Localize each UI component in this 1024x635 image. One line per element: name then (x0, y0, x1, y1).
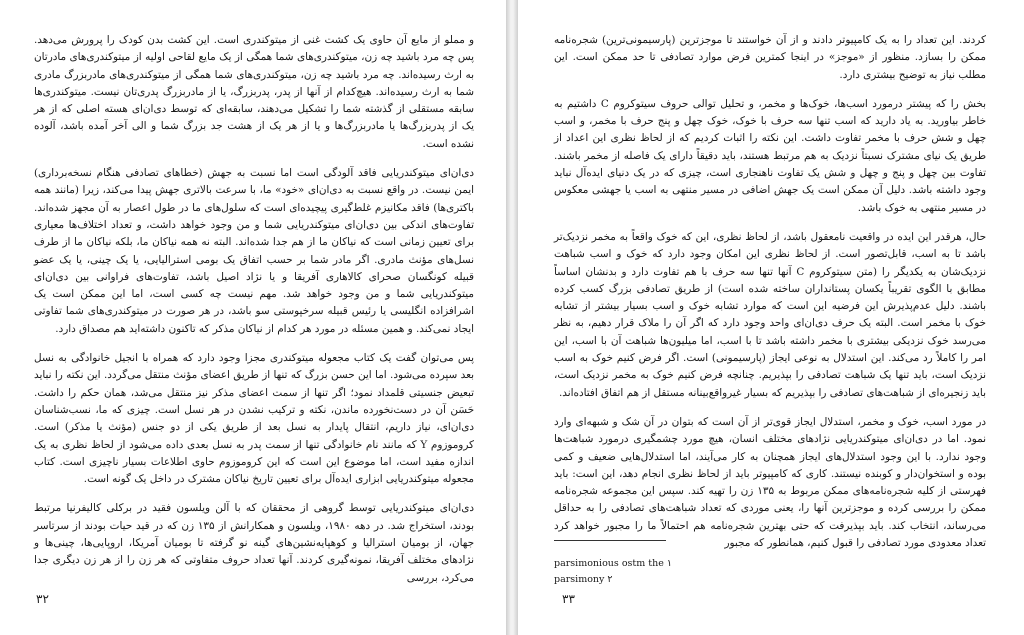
paragraph: پس می‌توان گفت یک کتاب مجعوله میتوکندری مجزا وجود دارد که همراه با انجیل خانوادگی به نسل بعد سپرده می‌شود. اما این حسن بزرگ که تنها از طریق اعضای مؤنث منتقل می‌گردد. این نکته را نباید تبعیض جنسیتی قلمداد نمود؛ اگر تنها از سمت اعضای مذکر نیز منتقل می‌شد، همان حکم را داشت. حَسَن آن در دست‌نخورده ماندن، نکته و ترکیب نشدن در هر نسل است. چیزی که ما، نسب‌شناسان دی‌ان‌ای، نیاز داریم، انتقال پایدار به نسل بعد از طریق یکی از دو جنس (مؤنث یا مذکر) است. کروموزوم Y که مانند نام خانوادگی تنها از سمت پدر به نسل بعدی داده می‌شود از لحاظ نظری به یک اندازه مفید است، اما موضوع این است که این کروموزوم حاوی اطلاعات بسیار ناچیزی است. کتاب مجعوله میتوکندریایی ابزاری ایده‌آل برای تعیین تاریخ نیاکان مشترک در داخل یک گونه است. (34, 352, 475, 486)
footnotes (554, 556, 734, 588)
footnote: parsimonious ostm the ۱ (554, 558, 672, 569)
paragraph: در مورد اسب، خوک و مخمر، استدلال ایجاز قوی‌تر از آن است که بتوان در آن شک و شبهه‌ای وارد نمود. اما در دی‌ان‌ای میتوکندریایی نژادهای مختلف انسان، هیچ مورد چشمگیری درمورد شباهت‌ها وجود ندارد. با این وجود استدلال‌های ایجاز همچنان به کار می‌آیند، اما استدلال‌هایی ضعیف و کمی بوده و استخوان‌دار و کوبنده نیستند. کاری که کامپیوتر باید از لحاظ نظری انجام دهد، این است: باید فهرستی از کلیه شجره‌نامه‌های ممکن مربوط به ۱۳۵ زن را تهیه کند. سپس این مجموعه شجره‌نامه ممکن را بررسی کرده و موجزترین آنها را، یعنی موردی که تعداد شباهت‌های تصادفی را به حداقل می‌رساند، انتخاب کند. باید بپذیرفت که حتی بهترین شجره‌نامه هم احتمالاً ما را مجبور خواهد کرد تعداد معدودی مورد تصادفی را قبول کنیم، همانطور که مجبور (554, 415, 987, 550)
right-body-text (554, 32, 986, 552)
page-number: ۳۳ (562, 592, 575, 606)
footnote-rule (554, 540, 666, 541)
book-gutter (506, 0, 518, 635)
paragraph: دی‌ان‌ای میتوکندریایی فاقد آلودگی است اما نسبت به جهش (خطاهای تصادفی هنگام نسخه‌برداری) ایمن نیست. در واقع نسبت به دی‌ان‌ای «خود» ما، با سرعت بالاتری جهش پیدا می‌کند، زیرا (مانند همه باکتری‌ها) فاقد مکانیزم غلط‌گیری پیچیده‌ای است که سلول‌های ما در طول اعصار به آن مجهز شده‌اند. تفاوت‌های اندکی بین دی‌ان‌ای میتوکندریایی شما و من وجود خواهد داشت، و تعداد اختلاف‌ها معیاری برای تعیین زمانی است که نیاکان ما از هم جدا شده‌اند. البته نه همه نیاکان ما، بلکه نیاکان ما از طرف نسل‌های مؤنث مادری. اگر مادر شما بر حسب اتفاق یک بومی استرالیایی، یا یک چینی، یا یک عضو قبیله کونگسان صحرای کالاهاری آفریقا و یا نژاد اصیل باشد، تفاوت‌های فراوانی بین دی‌ان‌ای میتوکندریایی شما و من وجود خواهد شد. مهم نیست چه کسی است، اما این ممکن است یک اشرافزاده انگلیسی یا رئیس قبیله سرخپوستی سو باشد، در هر صورت در میتوکندری‌های شما تفاوتی ایجاد نمی‌کند. و همین مسئله در مورد هر کدام از نیاکان مذکر که تاکنون داشته‌اید هم مصداق دارد. (34, 167, 474, 335)
paragraph: کردند. این تعداد را به یک کامپیوتر دادند و از آن خواستند تا موجزترین (پارسیمونی‌ترین) شجره‌نامه ممکن را بسازد. منظور از «موجز» در اینجا کمترین فرض موارد تصادفی تا حد ممکن است. این مطلب نیاز به توضیح بیشتری دارد. (554, 34, 986, 81)
right-page (518, 0, 1024, 635)
left-body-text (34, 32, 474, 587)
paragraph: بخش را که پیشتر درمورد اسب‌ها، خوک‌ها و مخمر، و تحلیل توالی حروف سیتوکروم C داشتیم به خاطر بیاورید. به یاد دارید که اسب تنها سه حرف با خوک، خوک چهل و پنج حرف با مخمر، و اسب چهل و شش حرف با مخمر تفاوت داشت. این نکته را اثبات کردیم که از لحاظ نظری این اعداد از طریق یک نیای مشترک نسبتاً نزدیک به هم مرتبط هستند، باید دقیقاً دارای یک فاصله از مخمر باشند. تفاوت بین چهل و پنج و چهل و شش یک تفاوت ناهنجاری است، چیزی که در یک دنیای ایده‌آل نباید وجود داشته باشد. دلیل آن ممکن است یک جهش اضافی در مسیر منتهی به اسب یا جهشی معکوس در مسیر منتهی به خوک باشد. (554, 97, 986, 214)
paragraph: دی‌ان‌ای میتوکندریایی توسط گروهی از محققان که با آلن ویلسون فقید در برکلی کالیفرنیا مرتبط بودند، استخراج شد. در دهه ۱۹۸۰، ویلسون و همکارانش از ۱۳۵ زن که در قید حیات بودند از سرتاسر جهان، از بومیان استرالیا و کوهپایه‌نشین‌های گینه نو گرفته تا بومیان آمریکا، اروپایی‌ها، چینی‌ها و نژادهای مختلف آفریقا، نمونه‌گیری کردند. آنها تعداد حروف متفاوتی که هر زن را از هر زن دیگری جدا می‌کرد، بررسی (34, 502, 475, 584)
left-page (0, 0, 506, 635)
paragraph: و مملو از مایع آن حاوی یک کشت غنی از میتوکندری است. این کشت بدن کودک را پرورش می‌دهد. پس چه مرد باشید چه زن، میتوکندری‌های شما همگی از یک مایع لقاحی اولیه از میتوکندری‌های مادرتان به ارث رسیده‌اند. چه مرد باشید چه زن، میتوکندری‌های شما همگی از میتوکندری‌های مادربزرگ مادری شما به ارث رسیده‌اند. هیچ‌کدام از آنها از پدر، پدربزرگ، یا از مادربزرگ پدری‌تان نیست. میتوکندری‌ها سابقه مستقلی از گذشته شما را تشکیل می‌دهند، سابقه‌ای که توسط دی‌ان‌ای هسته اصلی که از هر یک از پدربزرگ‌ها یا مادربزرگ‌ها و یا از هر یک از هشت جد بزرگ شما و الی آخر آمده باشد، آلوده نشده است. (34, 34, 474, 150)
footnote: parsimony ۲ (554, 574, 613, 585)
page-number: ۳۲ (36, 592, 49, 606)
paragraph: حال، هرقدر این ایده در واقعیت نامعقول باشد، از لحاظ نظری، این که خوک واقعاً به مخمر نزدیک‌تر باشد تا به اسب، قابل‌تصور است. از لحاظ نظری این امکان وجود دارد که خوک و اسب شباهت نزدیک‌شان به یکدیگر را (متن سیتوکروم C آنها تنها سه حرف با هم تفاوت دارد و بدنشان اساساً مطابق با الگوی تقریباً یکسان پستانداران ساخته شده است) از طریق تصادفی بزرگ کسب کرده باشند. دلیل عدم‌پذیرش این فرضیه این است که موارد تشابه خوک و اسب بسیار بیشتر از تشابه خوک با مخمر است. البته یک حرف دی‌ان‌ای واحد وجود دارد که اگر آن را ملاک قرار دهیم، به نظر می‌رسد خوک نزدیکی بیشتری با مخمر داشته باشد تا با اسب، اما میلیون‌ها شباهت آن با اسب، این امر را کاملاً رد می‌کند. این استدلال به نوعی ایجاز (پارسیمونی) است. اگر فرض کنیم خوک به اسب نزدیک است، باید تنها یک شباهت تصادفی را بپذیریم. چنانچه فرض کنیم خوک به مخمر نزدیک است، باید زنجیره‌ای از شباهت‌های تصادفی را بپذیریم که بسیار غیرواقع‌بینانه مستقل از هم اتفاق افتاده‌اند. (554, 230, 986, 399)
